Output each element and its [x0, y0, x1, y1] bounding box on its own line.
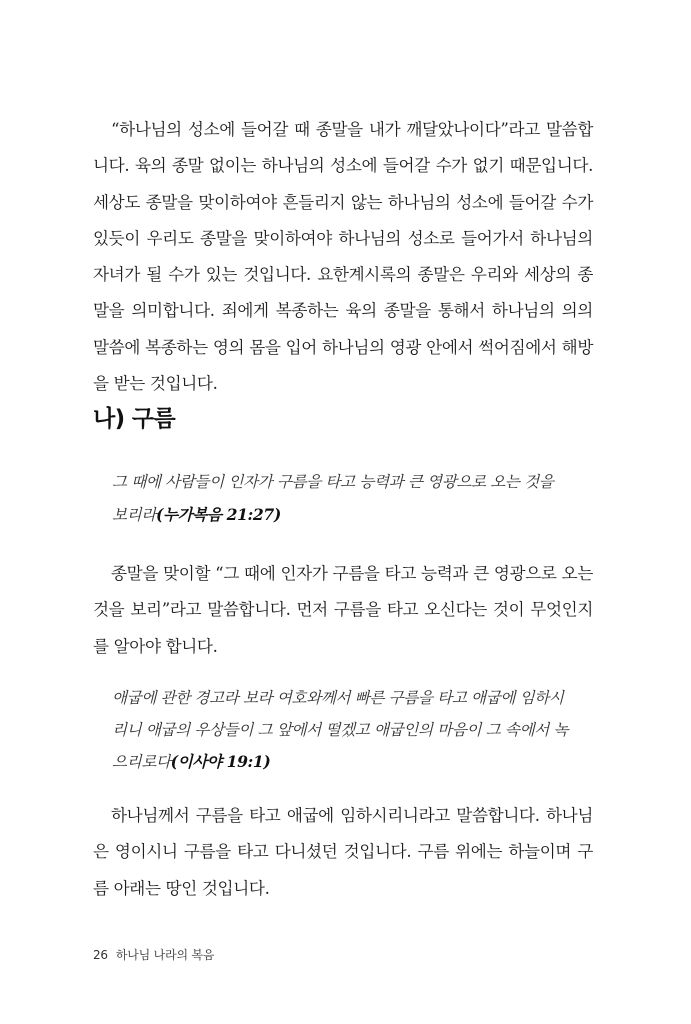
body-paragraph: 하나님께서 구름을 타고 애굽에 임하시리니라고 말씀합니다. 하나님은 영이시니 구름을 타고 다니셨던 것입니다. 구름 위에는 하늘이며 구름 아래는 땅인 것입니다. [93, 806, 593, 898]
running-title: 하나님 나라의 복음 [115, 948, 215, 962]
page-number: 26 [93, 948, 108, 962]
body-paragraph: 종말을 맞이할 “그 때에 인자가 구름을 타고 능력과 큰 영광으로 오는 것을 보리”라고 말씀합니다. 먼저 구름을 타고 오신다는 것이 무엇인지를 알아야 합니다. [93, 564, 593, 656]
quote-text: 애굽에 관한 경고라 보라 여호와께서 빠른 구름을 타고 애굽에 임하시리니 애굽의 우상들이 그 앞에서 떨겠고 애굽인의 마음이 그 속에서 녹으리로다 [112, 689, 569, 772]
scripture-quote [112, 683, 572, 779]
scripture-quote [112, 467, 572, 531]
section-heading: 나) 구름 [93, 406, 176, 432]
quote-text: 그 때에 사람들이 인자가 구름을 타고 능력과 큰 영광으로 오는 것을 보리라 [112, 473, 554, 524]
body-paragraph: “하나님의 성소에 들어갈 때 종말을 내가 깨달았나이다”라고 말씀합니다. 육의 종말 없이는 하나님의 성소에 들어갈 수가 없기 때문입니다. 세상도 종말을 맞이하여야 흔들리지 않는 하나님의 성소에 들어갈 수가 있듯이 우리도 종말을 맞이하여야 하나님의 성소로 들어가서 하나님의 자녀가 될 수가 있는 것입니다. 요한계시록의 종말은 우리와 세상의 종말을 의미합니다. 죄에게 복종하는 육의 종말을 통해서 하나님의 의의 말씀에 복종하는 영의 몸을 입어 하나님의 영광 안에서 썩어짐에서 해방을 받는 것입니다. [93, 120, 593, 394]
scripture-reference: (이사야 19:1) [170, 752, 271, 772]
page-footer [93, 946, 214, 963]
scripture-reference: (누가복음 21:27) [156, 504, 281, 524]
